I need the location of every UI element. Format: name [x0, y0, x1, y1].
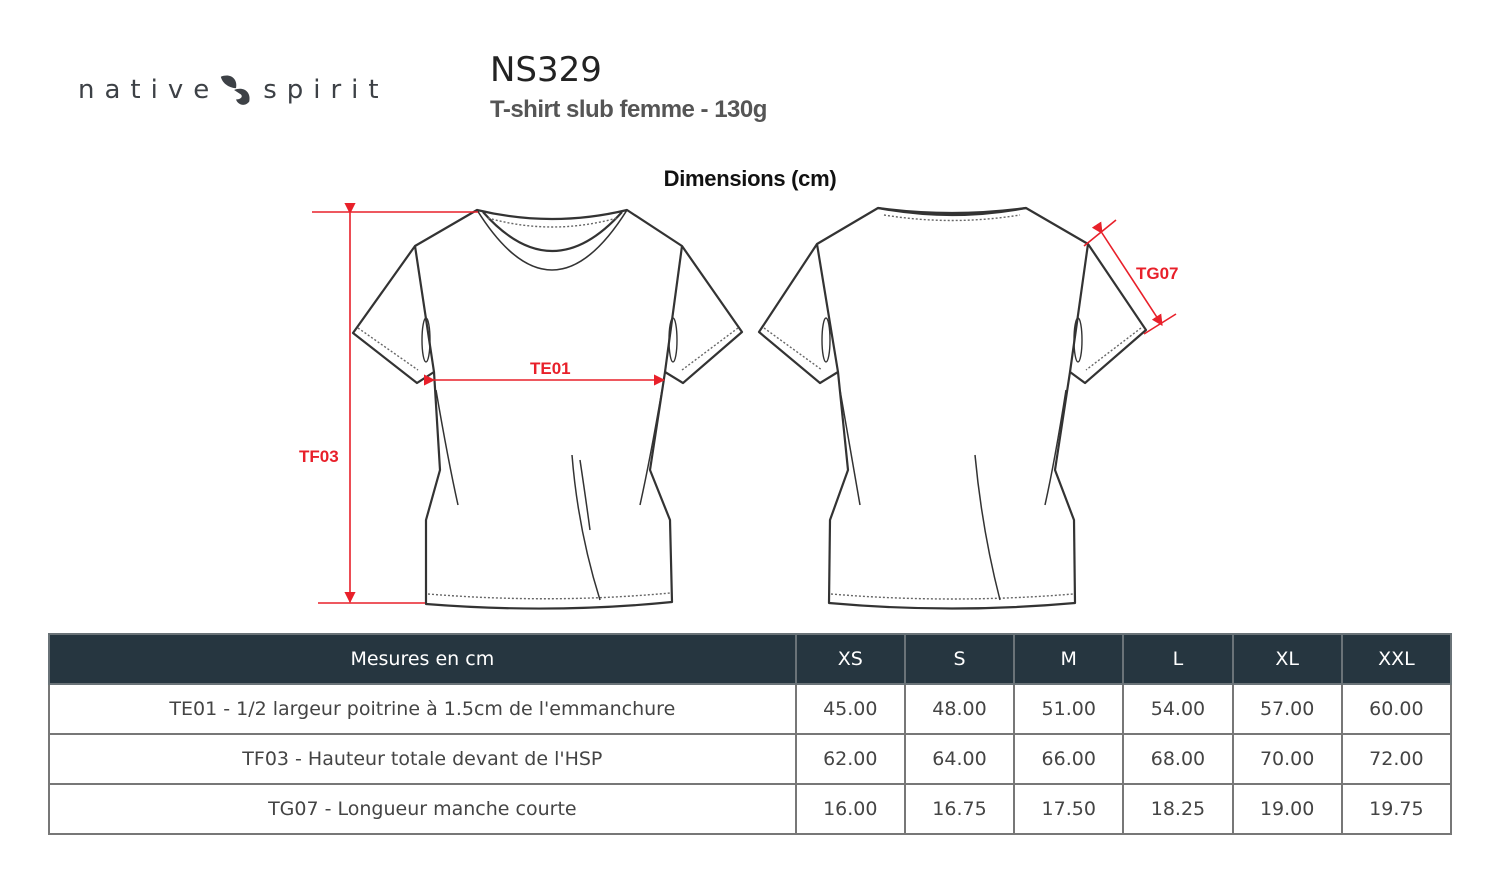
row-label: TF03 - Hauteur totale devant de l'HSP [49, 734, 796, 784]
cell-value: 19.75 [1342, 784, 1451, 834]
product-code: NS329 [490, 50, 602, 90]
size-chart-table [48, 633, 1452, 835]
cell-value: 18.25 [1123, 784, 1232, 834]
tg07-label: TG07 [1136, 264, 1179, 283]
table-row [49, 684, 1451, 734]
table-row [49, 734, 1451, 784]
cell-value: 19.00 [1233, 784, 1342, 834]
header-size-xs: XS [796, 634, 905, 684]
header-size-xxl: XXL [1342, 634, 1451, 684]
row-label: TE01 - 1/2 largeur poitrine à 1.5cm de l'emmanchure [49, 684, 796, 734]
cell-value: 48.00 [905, 684, 1014, 734]
table-header-row [49, 634, 1451, 684]
cell-value: 17.50 [1014, 784, 1123, 834]
header-size-s: S [905, 634, 1014, 684]
cell-value: 54.00 [1123, 684, 1232, 734]
header-size-xl: XL [1233, 634, 1342, 684]
cell-value: 60.00 [1342, 684, 1451, 734]
brand-name-right: spirit [263, 75, 389, 105]
cell-value: 66.00 [1014, 734, 1123, 784]
header-measures: Mesures en cm [49, 634, 796, 684]
row-label: TG07 - Longueur manche courte [49, 784, 796, 834]
cell-value: 16.00 [796, 784, 905, 834]
dimensions-title: Dimensions (cm) [663, 166, 837, 191]
cell-value: 57.00 [1233, 684, 1342, 734]
cell-value: 68.00 [1123, 734, 1232, 784]
cell-value: 72.00 [1342, 734, 1451, 784]
cell-value: 70.00 [1233, 734, 1342, 784]
cell-value: 51.00 [1014, 684, 1123, 734]
cell-value: 16.75 [905, 784, 1014, 834]
tf03-label: TF03 [299, 447, 339, 466]
cell-value: 62.00 [796, 734, 905, 784]
back-tshirt-drawing [759, 208, 1146, 609]
cell-value: 45.00 [796, 684, 905, 734]
brand-name-left: native [78, 75, 220, 105]
product-description: T-shirt slub femme - 130g [490, 96, 767, 123]
table-row [49, 784, 1451, 834]
cell-value: 64.00 [905, 734, 1014, 784]
header-size-l: L [1123, 634, 1232, 684]
header-size-m: M [1014, 634, 1123, 684]
front-tshirt-drawing [353, 210, 742, 609]
te01-label: TE01 [530, 359, 571, 378]
